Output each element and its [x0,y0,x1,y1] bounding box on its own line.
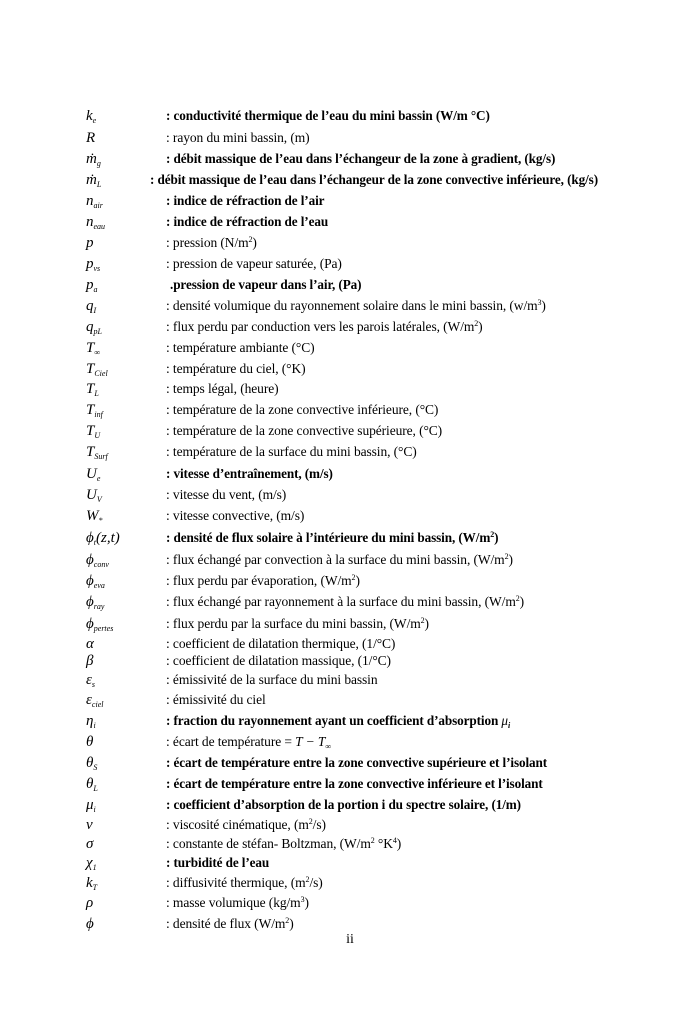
definition-superscript: 2 [420,616,425,625]
definition-text: : coefficient de dilatation massique, (1/°C) [166,653,391,668]
symbol-main: α [86,636,94,652]
definition-text: : indice de réfraction de l’air [166,193,325,208]
definition-text: : émissivité de la surface du mini bassin [166,672,378,687]
definition [166,873,323,893]
definition-text: : temps légal, (heure) [166,381,279,396]
definition [166,400,438,420]
definition-text: : débit massique de l’eau dans l’échangeur de la zone convective inférieure, (kg/s) [150,172,598,187]
nomenclature-row [0,275,700,295]
definition [166,795,521,815]
definition-text: : température ambiante (°C) [166,340,315,355]
definition-text: : flux perdu par évaporation, (W/m [166,573,352,588]
definition-superscript: 3 [300,895,305,904]
definition-text: : coefficient de dilatation thermique, (1/°C) [166,636,396,651]
definition [166,464,333,484]
definition-text: : écart de température entre la zone convective supérieure et l’isolant [166,755,548,770]
nomenclature-row [0,550,700,570]
definition [166,442,417,462]
symbol-subscript: eva [93,581,105,590]
nomenclature-row [0,853,700,873]
definition [166,815,326,835]
symbol-main: β [86,653,94,669]
symbol-main: ϕ [86,530,94,546]
definition [166,893,309,913]
symbol-main: ϕ [86,916,94,932]
definition-text: : vitesse convective, (m/s) [166,508,305,523]
definition-text: : coefficient d’absorption de la portion i du spectre solaire, (1/m) [166,797,521,812]
definition [166,614,429,634]
nomenclature-row [0,338,700,358]
symbol-main: k [86,875,93,891]
nomenclature-row [0,485,700,505]
definition-text: : émissivité du ciel [166,692,266,707]
definition-text: : conductivité thermique de l’eau du mini bassin (W/m °C) [166,108,490,123]
definition [166,914,294,934]
definition [166,711,510,731]
nomenclature-row [0,379,700,399]
symbol-main: ν [86,817,93,833]
definition [166,690,266,710]
definition-text: : vitesse d’entraînement, (m/s) [166,466,333,481]
definition [166,485,286,505]
definition [166,753,547,773]
nomenclature-row [0,670,700,690]
definition [166,106,490,126]
definition-text: : flux perdu par conduction vers les parois latérales, (W/m [166,319,475,334]
symbol-main: U [86,466,97,482]
symbol-main: σ [86,836,94,852]
symbol-subscript: vs [93,264,101,273]
symbol-subscript: ray [93,602,105,611]
definition [166,853,269,873]
definition-text: : densité volumique du rayonnement solaire dans le mini bassin, (w/m [166,298,538,313]
nomenclature-row [0,711,700,731]
definition [166,421,442,441]
definition-text: : constante de stéfan- Boltzman, (W/m [166,836,371,851]
nomenclature-row [0,464,700,484]
symbol-subscript: Ciel [94,369,108,378]
definition-tail: /s) [312,817,326,832]
symbol-argument: (z,t) [96,530,120,546]
symbol-subscript: L [96,180,102,189]
nomenclature-row [0,834,700,854]
definition [166,149,555,169]
definition-text: : masse volumique (kg/m [166,895,301,910]
definition-text: : rayon du mini bassin, (m) [166,130,310,145]
definition-superscript: 2 [305,875,310,884]
definition [166,128,310,148]
symbol-subscript: a [93,285,98,294]
definition-tail: °K [374,836,393,851]
symbol-subscript: g [96,159,101,168]
symbol-subscript: L [93,784,98,793]
symbol-main: n [86,193,94,209]
symbol-subscript: pertes [93,624,114,633]
symbol-subscript: ∞ [94,348,101,357]
symbol-main: T [86,444,95,460]
nomenclature-row [0,774,700,794]
definition-superscript: 2 [490,530,495,539]
nomenclature-row [0,690,700,710]
nomenclature-row [0,732,700,752]
definition [166,233,257,253]
symbol-subscript: ciel [91,700,104,709]
definition-tail: /s) [309,875,323,890]
nomenclature-row [0,170,700,190]
nomenclature-row [0,359,700,379]
symbol-main: χ [86,855,93,871]
definition-text: : densité de flux solaire à l’intérieure du mini bassin, (W/m [166,530,491,545]
symbol-subscript: I [93,306,97,315]
definition [166,651,391,671]
definition-tail: ) [396,836,402,851]
definition-superscript: 4 [392,836,397,845]
definition-tail: ) [289,916,294,931]
nomenclature-row [0,149,700,169]
definition [166,338,315,358]
definition-text: : écart de température = [166,734,296,749]
definition [166,834,401,854]
nomenclature-row [0,254,700,274]
definition-text: : température de la surface du mini bassin, (°C) [166,444,417,459]
definition-superscript: 2 [285,916,290,925]
symbol [86,834,93,854]
symbol-main: ϕ [86,594,94,610]
symbol-main: p [86,256,94,272]
symbol [86,732,93,752]
definition [166,379,279,399]
symbol-main: T [86,340,95,356]
definition [166,550,513,570]
definition [166,506,304,526]
nomenclature-row [0,233,700,253]
nomenclature-row [0,614,700,634]
definition [166,212,328,232]
nomenclature-row [0,528,700,548]
symbol-subscript: U [94,431,101,440]
symbol-subscript: air [93,201,103,210]
definition [166,592,524,612]
symbol-main: μ [86,797,94,813]
definition-text: : fraction du rayonnement ayant un coefficient d’absorption [166,713,502,728]
formula: T − T [295,734,326,749]
definition-tail: ) [508,552,513,567]
math-subscript: i [507,721,511,730]
definition-text: : flux perdu par la surface du mini bassin, (W/m [166,616,421,631]
definition [166,774,543,794]
definition-tail: ) [424,616,429,631]
definition-text: : écart de température entre la zone convective inférieure et l’isolant [166,776,543,791]
definition-tail: ) [304,895,309,910]
definition-tail: ) [252,235,257,250]
definition-text: : vitesse du vent, (m/s) [166,487,287,502]
nomenclature-row [0,506,700,526]
symbol-main: n [86,214,94,230]
definition-text: : pression (N/m [166,235,249,250]
definition-superscript: 2 [370,836,375,845]
nomenclature-row [0,893,700,913]
definition [166,732,331,752]
symbol-main: ϕ [86,573,94,589]
symbol-subscript: s [91,680,96,689]
definition-superscript: 3 [537,298,542,307]
symbol-main: ϕ [86,616,94,632]
definition-text: : température du ciel, (°K) [166,361,306,376]
nomenclature-row [0,106,700,126]
symbol-subscript: T [92,883,98,892]
nomenclature-row [0,753,700,773]
nomenclature-row [0,421,700,441]
definition-tail: ) [494,530,499,545]
symbol-main: ε [86,672,92,688]
symbol-subscript: i [93,805,96,814]
symbol-main: R [86,130,96,146]
math-symbol: μ [501,713,508,728]
definition-superscript: 2 [248,235,253,244]
symbol [86,233,94,253]
symbol-subscript: i [93,721,96,730]
symbol-subscript: conv [93,560,109,569]
symbol-main: θ [86,755,94,771]
definition-text: : turbidité de l’eau [166,855,270,870]
symbol-main: ε [86,692,92,708]
symbol-main: T [86,402,95,418]
nomenclature-row [0,815,700,835]
symbol-subscript: pL [93,327,102,336]
definition-text: : diffusivité thermique, (m [166,875,306,890]
definition [166,571,360,591]
definition-text: : température de la zone convective inférieure, (°C) [166,402,439,417]
definition-superscript: 2 [308,817,313,826]
nomenclature-row [0,317,700,337]
symbol-main: ṁ [86,151,97,167]
symbol-subscript: 1 [92,863,97,872]
symbol-main: T [86,361,95,377]
definition-text: : densité de flux (W/m [166,916,286,931]
definition-superscript: 2 [351,573,356,582]
definition-superscript: 2 [515,594,520,603]
symbol-subscript: V [96,495,102,504]
definition-text: : indice de réfraction de l’eau [166,214,329,229]
nomenclature-row [0,296,700,316]
nomenclature-row [0,571,700,591]
symbol-main: ρ [86,895,94,911]
nomenclature-row [0,442,700,462]
symbol-main: η [86,713,94,729]
symbol [86,914,94,934]
definition-superscript: 2 [504,552,509,561]
nomenclature-row [0,400,700,420]
symbol-main: q [86,298,94,314]
definition-tail: ) [355,573,360,588]
nomenclature-row [0,651,700,671]
symbol-main: θ [86,734,94,750]
nomenclature-row [0,914,700,934]
definition [170,275,361,295]
definition-text: : température de la zone convective supérieure, (°C) [166,423,443,438]
nomenclature-row [0,592,700,612]
symbol-subscript: e [96,474,101,483]
symbol-subscript: L [94,389,99,398]
symbol-subscript: t [93,538,96,547]
definition [150,170,598,190]
symbol-main: k [86,108,93,124]
symbol-main: ṁ [86,172,97,188]
symbol-subscript: e [92,116,97,125]
symbol-main: q [86,319,94,335]
definition-tail: ) [478,319,483,334]
symbol-subscript: S [93,763,98,772]
formula-subscript: ∞ [325,742,331,751]
definition-text: : pression de vapeur saturée, (Pa) [166,256,342,271]
definition-text: : flux échangé par rayonnement à la surface du mini bassin, (W/m [166,594,516,609]
symbol-main: W [86,508,99,524]
definition-text: .pression de vapeur dans l’air, (Pa) [170,277,362,292]
symbol-main: T [86,423,95,439]
definition [166,254,342,274]
definition-tail: ) [541,298,546,313]
symbol [86,128,95,148]
symbol-main: U [86,487,97,503]
symbol-main: T [86,381,95,397]
definition-tail: ) [519,594,525,609]
nomenclature-row [0,128,700,148]
definition-text: : débit massique de l’eau dans l’échangeur de la zone à gradient, (kg/s) [166,151,556,166]
symbol-subscript: eau [93,222,106,231]
definition [166,359,306,379]
symbol-subscript: * [98,516,103,525]
definition [166,296,546,316]
definition-superscript: 2 [474,319,479,328]
symbol [86,893,93,913]
symbol-main: ϕ [86,552,94,568]
definition-text: : viscosité cinématique, (m [166,817,309,832]
symbol-subscript: Surf [94,452,108,461]
symbol-main: θ [86,776,94,792]
symbol-main: p [86,235,94,251]
symbol-subscript: inf [94,410,103,419]
page-number: ii [346,932,354,947]
nomenclature-row [0,212,700,232]
definition [166,528,498,548]
definition [166,191,324,211]
nomenclature-row [0,191,700,211]
definition-text: : flux échangé par convection à la surface du mini bassin, (W/m [166,552,505,567]
definition [166,670,377,690]
symbol-main: p [86,277,94,293]
symbol [86,815,93,835]
nomenclature-row [0,795,700,815]
symbol [86,651,93,671]
definition [166,317,483,337]
nomenclature-row [0,873,700,893]
